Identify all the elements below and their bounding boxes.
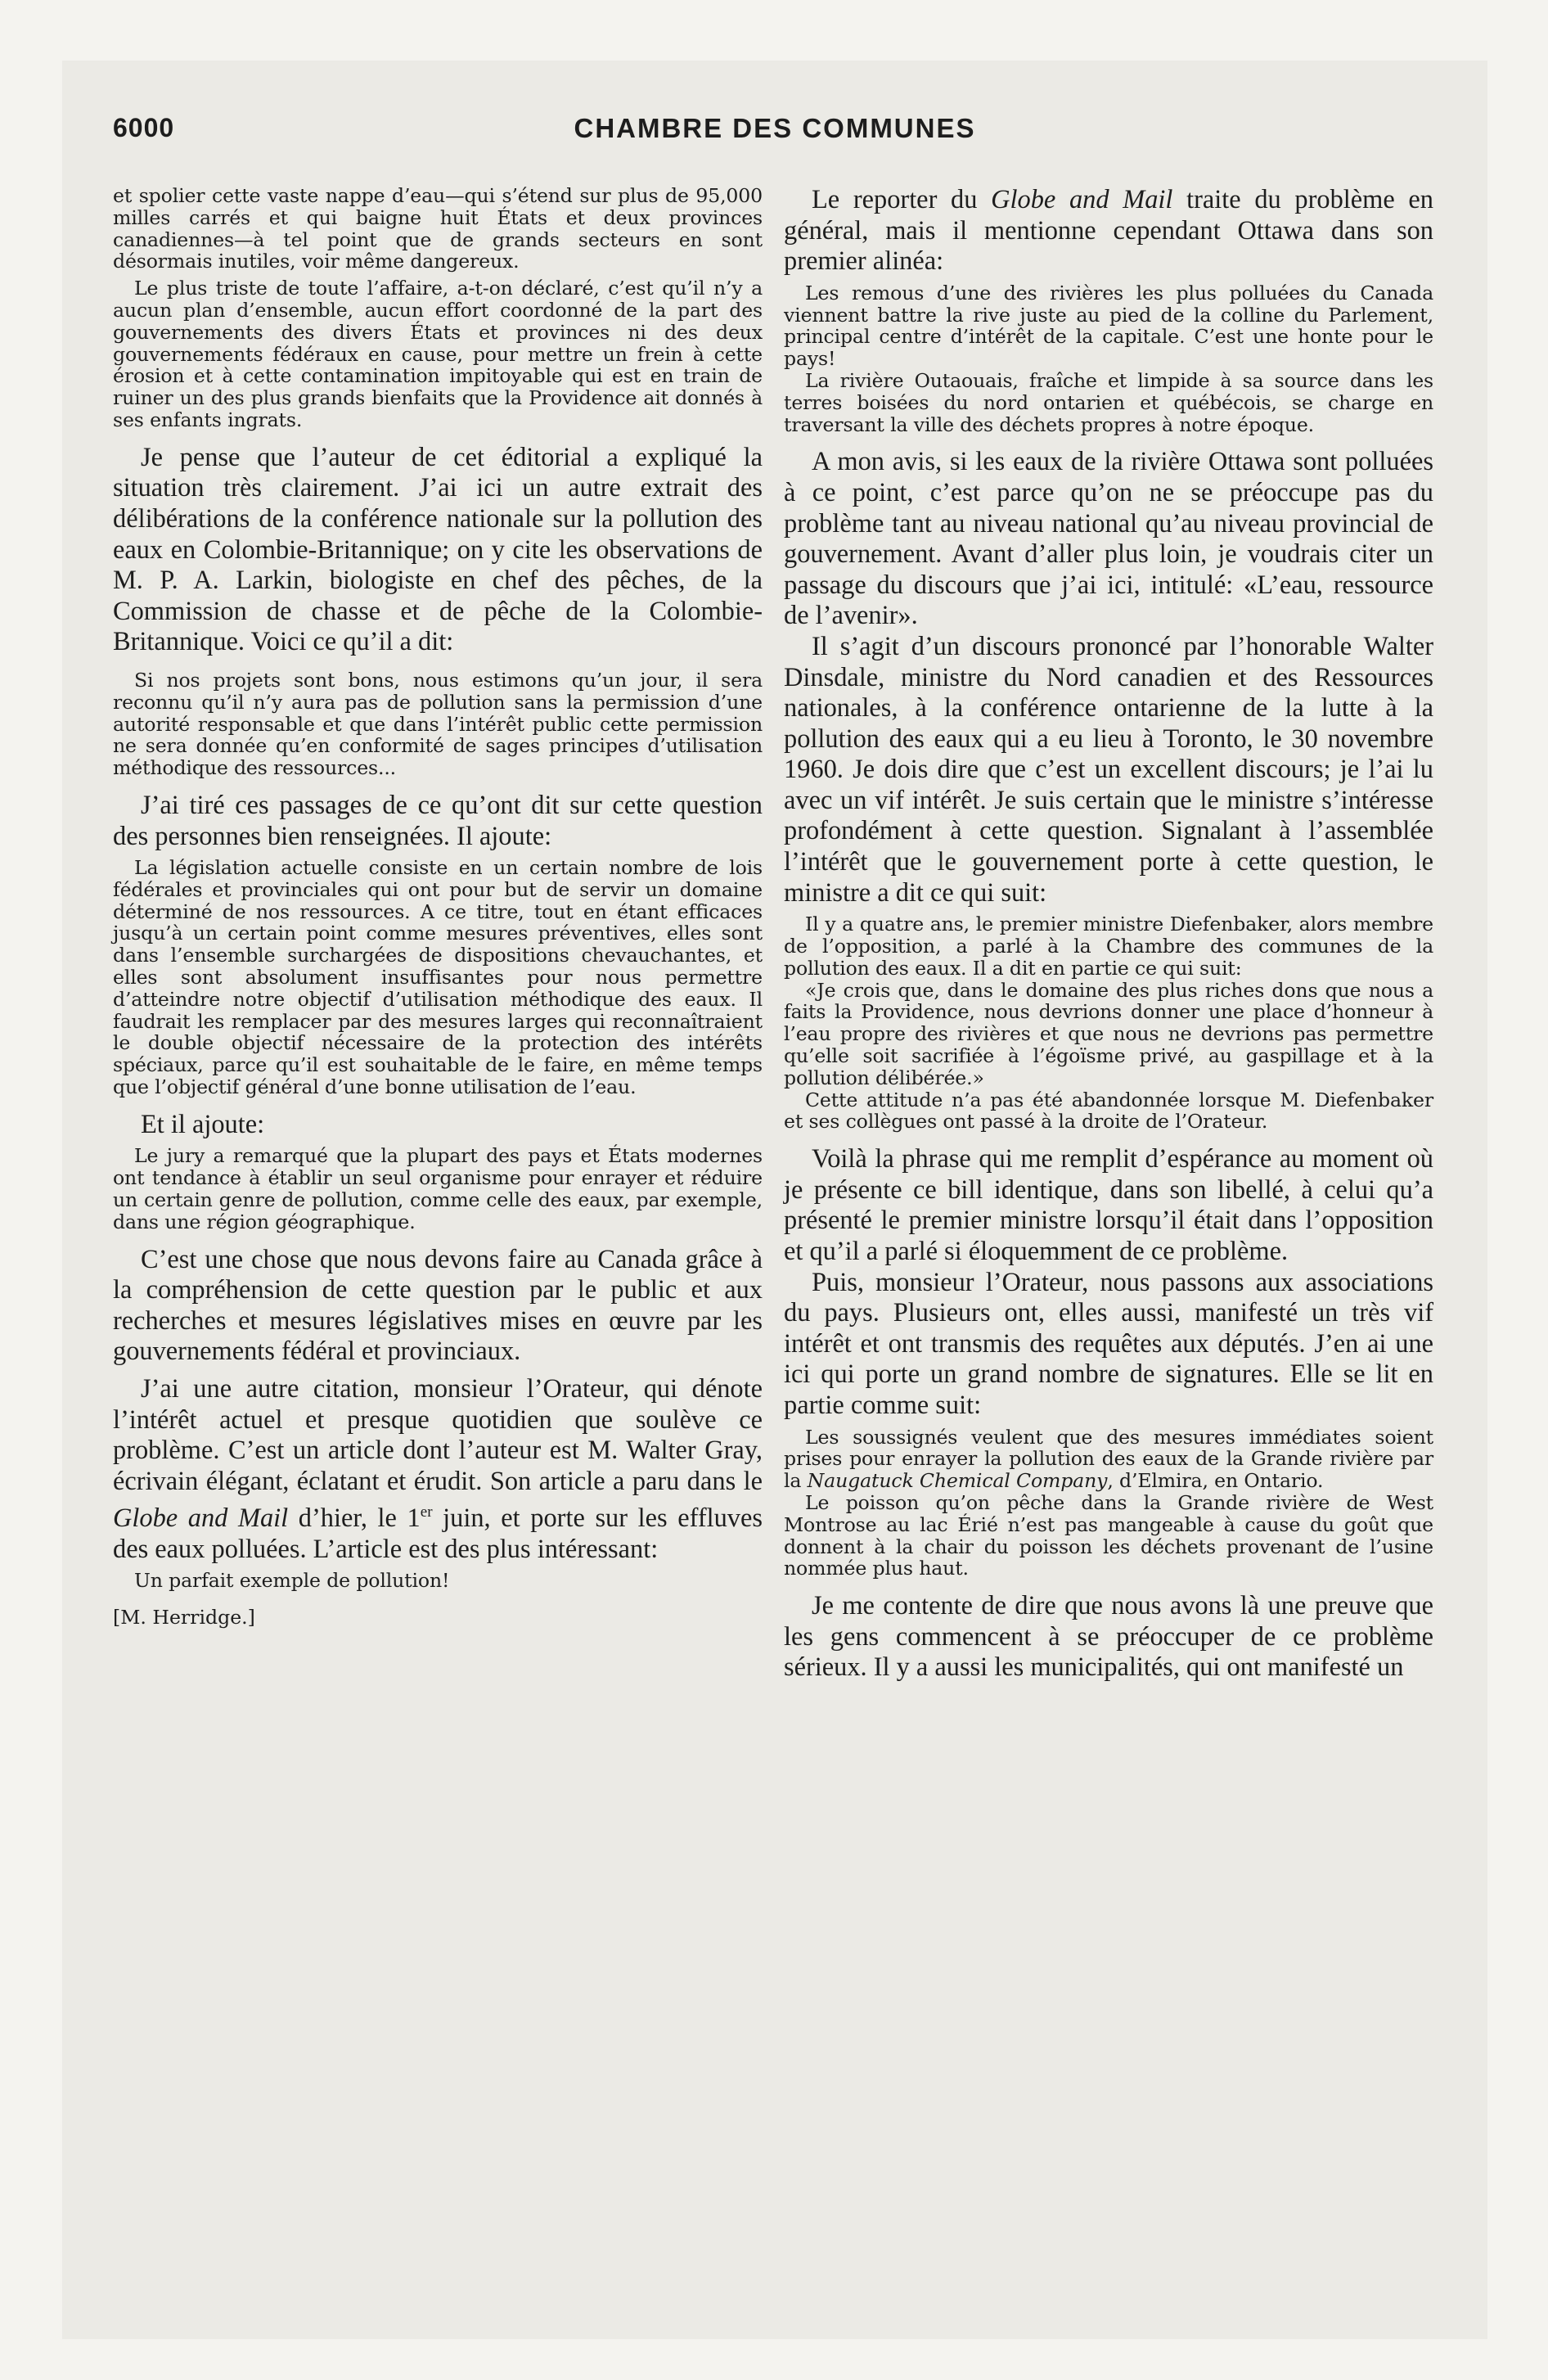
speech-paragraph: Voilà la phrase qui me remplit d’espérance au moment où je présente ce bill identique, dans son libellé, à celui qu’a présenté le premier ministre lorsqu’il était dans l’opposition et qu’il a parlé si éloquemment de ce problème. <box>784 1144 1433 1267</box>
speech-paragraph: C’est une chose que nous devons faire au Canada grâce à la compréhension de cette question par le public et aux recherches et mesures législatives mises en œuvre par les gouvernements fédéral et provinciaux. <box>113 1244 763 1367</box>
speech-paragraph: J’ai une autre citation, monsieur l’Orateur, qui dénote l’intérêt actuel et presque quotidien que soulève ce problème. C’est un article dont l’auteur est M. Walter Gray, écrivain élégant, éclatant et érudit. Son article a paru dans le Globe and Mail d’hier, le 1er juin, et porte sur les effluves des eaux polluées. L’article est des plus intéressant: <box>113 1374 763 1564</box>
newspaper-title: Globe and Mail <box>991 185 1173 214</box>
right-column <box>784 185 1433 1684</box>
speech-paragraph: A mon avis, si les eaux de la rivière Ottawa sont polluées à ce point, c’est parce qu’on ne se préoccupe pas du problème tant au niveau national qu’au niveau provincial de gouvernement. Avant d’aller plus loin, je voudrais citer un passage du discours que j’ai ici, intitulé: «L’eau, ressource de l’avenir». <box>784 447 1433 631</box>
page-header <box>113 113 1437 162</box>
quote-paragraph: Les remous d’une des rivières les plus polluées du Canada viennent battre la rive juste au pied de la colline du Parlement, principal centre d’intérêt de la capitale. C’est une honte pour le pays! <box>784 281 1433 371</box>
quote-paragraph: Le jury a remarqué que la plupart des pays et États modernes ont tendance à établir un seul organisme pour enrayer et réduire un certain genre de pollution, comme celle des eaux, par exemple, dans une région géographique. <box>113 1144 763 1233</box>
quote-paragraph: Le poisson qu’on pêche dans la Grande rivière de West Montrose au lac Érié n’est pas mangeable à cause du goût que donnent à la chair du poisson les déchets provenant de l’usine nommée plus haut. <box>784 1490 1433 1580</box>
quote-paragraph: Les soussignés veulent que des mesures immédiates soient prises pour enrayer la pollution des eaux de la Grande rivière par la Naugatuck Chemical Company, d’Elmira, en Ontario. <box>784 1425 1433 1493</box>
speech-paragraph: Puis, monsieur l’Orateur, nous passons aux associations du pays. Plusieurs ont, elles aussi, manifesté un très vif intérêt et ont transmis des requêtes aux députés. J’en ai une ici qui porte un grand nombre de signatures. Elle se lit en partie comme suit: <box>784 1267 1433 1420</box>
quote-paragraph: Le plus triste de toute l’affaire, a-t-on déclaré, c’est qu’il n’y a aucun plan d’ensemble, aucun effort coordonné de la part des gouvernements des divers États et provinces ni des deux gouvernements fédéraux en cause, pour mettre un frein à cette érosion et à cette contamination impitoyable qui est en train de ruiner un des plus grands bienfaits que la Providence ait donnés à ses enfants ingrats. <box>113 277 763 431</box>
quote-paragraph: et spolier cette vaste nappe d’eau—qui s’étend sur plus de 95,000 milles carrés et qui baigne huit États et deux provinces canadiennes—à tel point que de grands secteurs en sont désormais inutiles, voir même dangereux. <box>113 184 763 273</box>
quote-paragraph: Il y a quatre ans, le premier ministre Diefenbaker, alors membre de l’opposition, a parlé à la Chambre des communes de la pollution des eaux. Il a dit en partie ce qui suit: <box>784 913 1433 980</box>
speech-paragraph: Il s’agit d’un discours prononcé par l’honorable Walter Dinsdale, ministre du Nord canadien et des Ressources nationales, à la conférence ontarienne de la lutte à la pollution des eaux qui a eu lieu à Toronto, le 30 novembre 1960. Je dois dire que c’est un excellent discours; je l’ai lu avec un vif intérêt. Je suis certain que le ministre s’intéresse profondément à cette question. Signalant à l’assemblée l’intérêt que le gouvernement porte à cette question, le ministre a dit ce qui suit: <box>784 631 1433 908</box>
quote-paragraph: Un parfait exemple de pollution! <box>134 1569 450 1593</box>
company-name: Naugatuck Chemical Company <box>807 1469 1108 1493</box>
quote-paragraph: «Je crois que, dans le domaine des plus riches dons que nous a faits la Providence, nous devrions donner une place d’honneur à l’eau propre des rivières et que nous ne devrions pas permettre qu’elle soit sacrifiée à l’égoïsme privé, au gaspillage et à la pollution délibérée.» <box>784 978 1433 1089</box>
speech-paragraph: Je pense que l’auteur de cet éditorial a expliqué la situation très clairement. J’ai ici un autre extrait des délibérations de la conférence nationale sur la pollution des eaux en Colombie-Britannique; on y cite les observations de M. P. A. Larkin, biologiste en chef des pêches, de la Commission de chasse et de pêche de la Colombie-Britannique. Voici ce qu’il a dit: <box>113 442 763 657</box>
running-title: CHAMBRE DES COMMUNES <box>574 113 976 143</box>
ordinal-superscript: er <box>420 1503 433 1521</box>
page-number: 6000 <box>113 113 175 142</box>
speaker-attribution: [M. Herridge.] <box>113 1606 255 1629</box>
speech-paragraph: J’ai tiré ces passages de ce qu’ont dit sur cette question des personnes bien renseignées. Il ajoute: <box>113 790 763 851</box>
speech-paragraph: Et il ajoute: <box>141 1109 265 1139</box>
left-column <box>113 185 763 1629</box>
quote-paragraph: Si nos projets sont bons, nous estimons qu’un jour, il sera reconnu qu’il n’y aura pas de pollution sans la permission d’une autorité responsable et que dans l’intérêt public cette permission ne sera donnée qu’en conformité de sages principes d’utilisation méthodique des ressources... <box>113 668 763 780</box>
quote-paragraph: Cette attitude n’a pas été abandonnée lorsque M. Diefenbaker et ses collègues ont passé à la droite de l’Orateur. <box>784 1088 1433 1134</box>
quote-paragraph: La rivière Outaouais, fraîche et limpide à sa source dans les terres boisées du nord ontarien et québécois, se charge en traversant la ville des déchets propres à notre époque. <box>784 368 1433 436</box>
speech-paragraph: Le reporter du Globe and Mail traite du problème en général, mais il mentionne cependant Ottawa dans son premier alinéa: <box>784 185 1433 277</box>
quote-paragraph: La législation actuelle consiste en un certain nombre de lois fédérales et provinciales qui ont pour but de servir un domaine déterminé de nos ressources. A ce titre, tout en étant efficaces jusqu’à un certain point comme mesures préventives, elles sont dans l’ensemble surchargées de dispositions chevauchantes, et elles sont absolument insuffisantes pour nous permettre d’atteindre notre objectif d’utilisation méthodique des eaux. Il faudrait les remplacer par des mesures larges qui reconnaîtraient le double objectif nécessaire de la protection des intérêts spéciaux, parce qu’il est souhaitable de le faire, en même temps que l’objectif général d’une bonne utilisation de l’eau. <box>113 856 763 1099</box>
speech-paragraph: Je me contente de dire que nous avons là une preuve que les gens commencent à se préoccuper de ce problème sérieux. Il y a aussi les municipalités, qui ont manifesté un <box>784 1591 1433 1683</box>
newspaper-title: Globe and Mail <box>113 1503 289 1534</box>
